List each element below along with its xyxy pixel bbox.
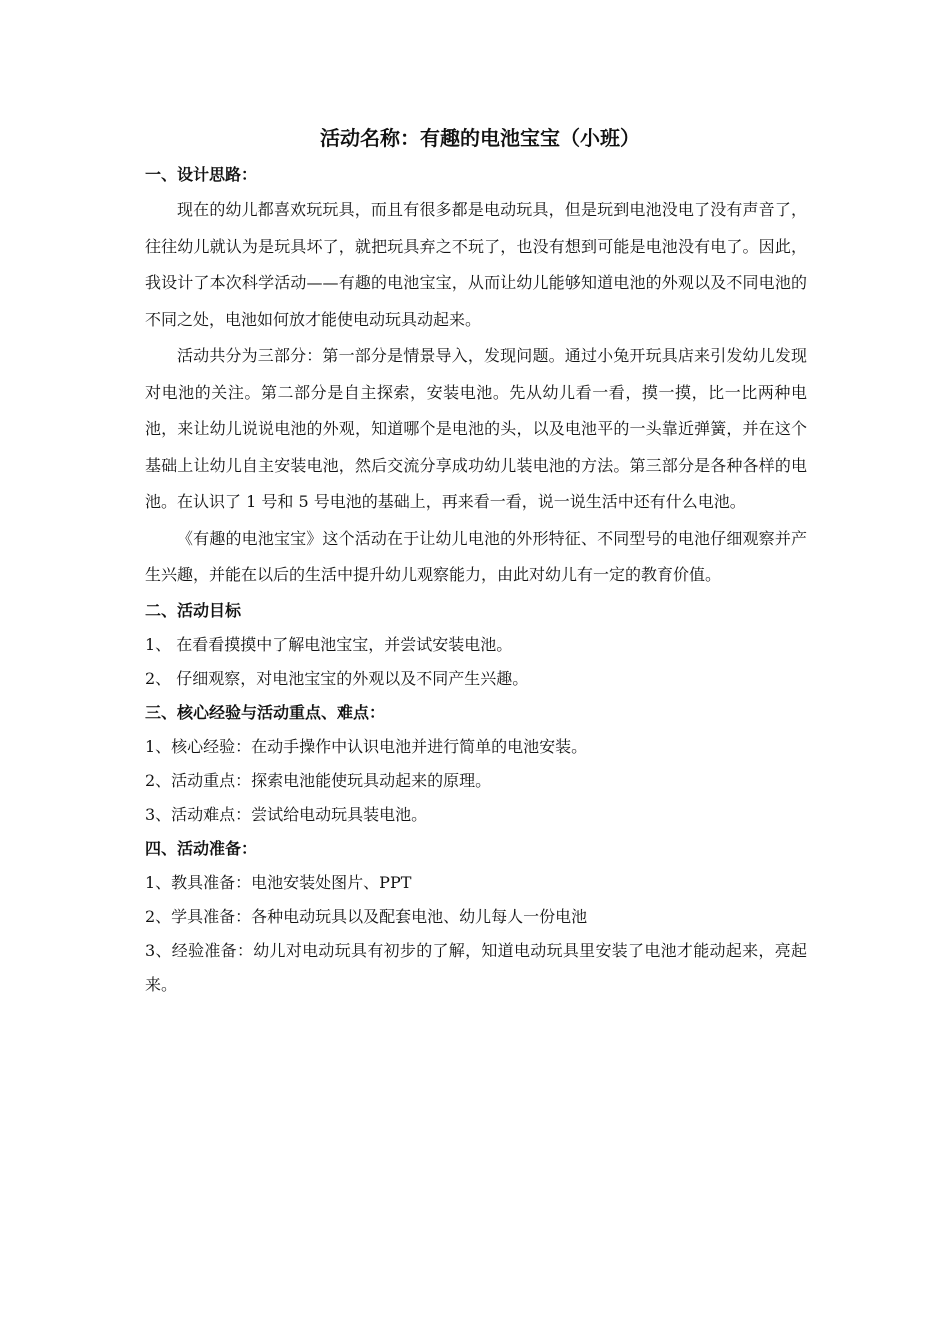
- preparation-item-2: 2、学具准备：各种电动玩具以及配套电池、幼儿每人一份电池: [145, 906, 588, 926]
- preparation-item-1: 1、教具准备：电池安装处图片、PPT: [145, 872, 412, 892]
- design-idea-paragraph-2: 活动共分为三部分：第一部分是情景导入，发现问题。通过小兔开玩具店来引发幼儿发现对电池的关注。第二部分是自主探索，安装电池。先从幼儿看一看，摸一摸，比一比两种电池，来让幼儿说说电池的外观，知道哪个是电池的头，以及电池平的一头靠近弹簧，并在这个基础上让幼儿自主安装电池，然后交流分享成功幼儿装电池的方法。第三部分是各种各样的电池。在认识了 1 号和 5 号电池的基础上，再来看一看，说一说生活中还有什么电池。: [145, 346, 807, 511]
- key-point-item-3: 3、活动难点：尝试给电动玩具装电池。: [145, 804, 428, 824]
- section-heading-preparation: 四、活动准备：: [145, 838, 258, 858]
- objective-item-1: 1、 在看看摸摸中了解电池宝宝，并尝试安装电池。: [145, 634, 513, 654]
- key-point-item-1: 1、核心经验：在动手操作中认识电池并进行简单的电池安装。: [145, 736, 588, 756]
- key-point-item-2: 2、活动重点：探索电池能使玩具动起来的原理。: [145, 770, 492, 790]
- section-heading-design-idea: 一、设计思路：: [145, 165, 258, 184]
- objective-item-2: 2、 仔细观察，对电池宝宝的外观以及不同产生兴趣。: [145, 668, 529, 688]
- section-heading-key-points: 三、核心经验与活动重点、难点：: [145, 702, 386, 722]
- preparation-item-3: 3、经验准备：幼儿对电动玩具有初步的了解，知道电动玩具里安装了电池才能动起来，亮起来。: [145, 940, 807, 994]
- design-idea-paragraph-3: 《有趣的电池宝宝》这个活动在于让幼儿电池的外形特征、不同型号的电池仔细观察并产生兴趣，并能在以后的生活中提升幼儿观察能力，由此对幼儿有一定的教育价值。: [145, 528, 807, 584]
- document-body: [145, 118, 807, 1002]
- document-title: 活动名称：有趣的电池宝宝（小班）: [320, 126, 640, 150]
- section-heading-objectives: 二、活动目标: [145, 600, 242, 620]
- design-idea-paragraph-1: 现在的幼儿都喜欢玩玩具，而且有很多都是电动玩具，但是玩到电池没电了没有声音了，往往幼儿就认为是玩具坏了，就把玩具弃之不玩了，也没有想到可能是电池没有电了。因此，我设计了本次科学活动——有趣的电池宝宝，从而让幼儿能够知道电池的外观以及不同电池的不同之处，电池如何放才能使电动玩具动起来。: [145, 200, 807, 329]
